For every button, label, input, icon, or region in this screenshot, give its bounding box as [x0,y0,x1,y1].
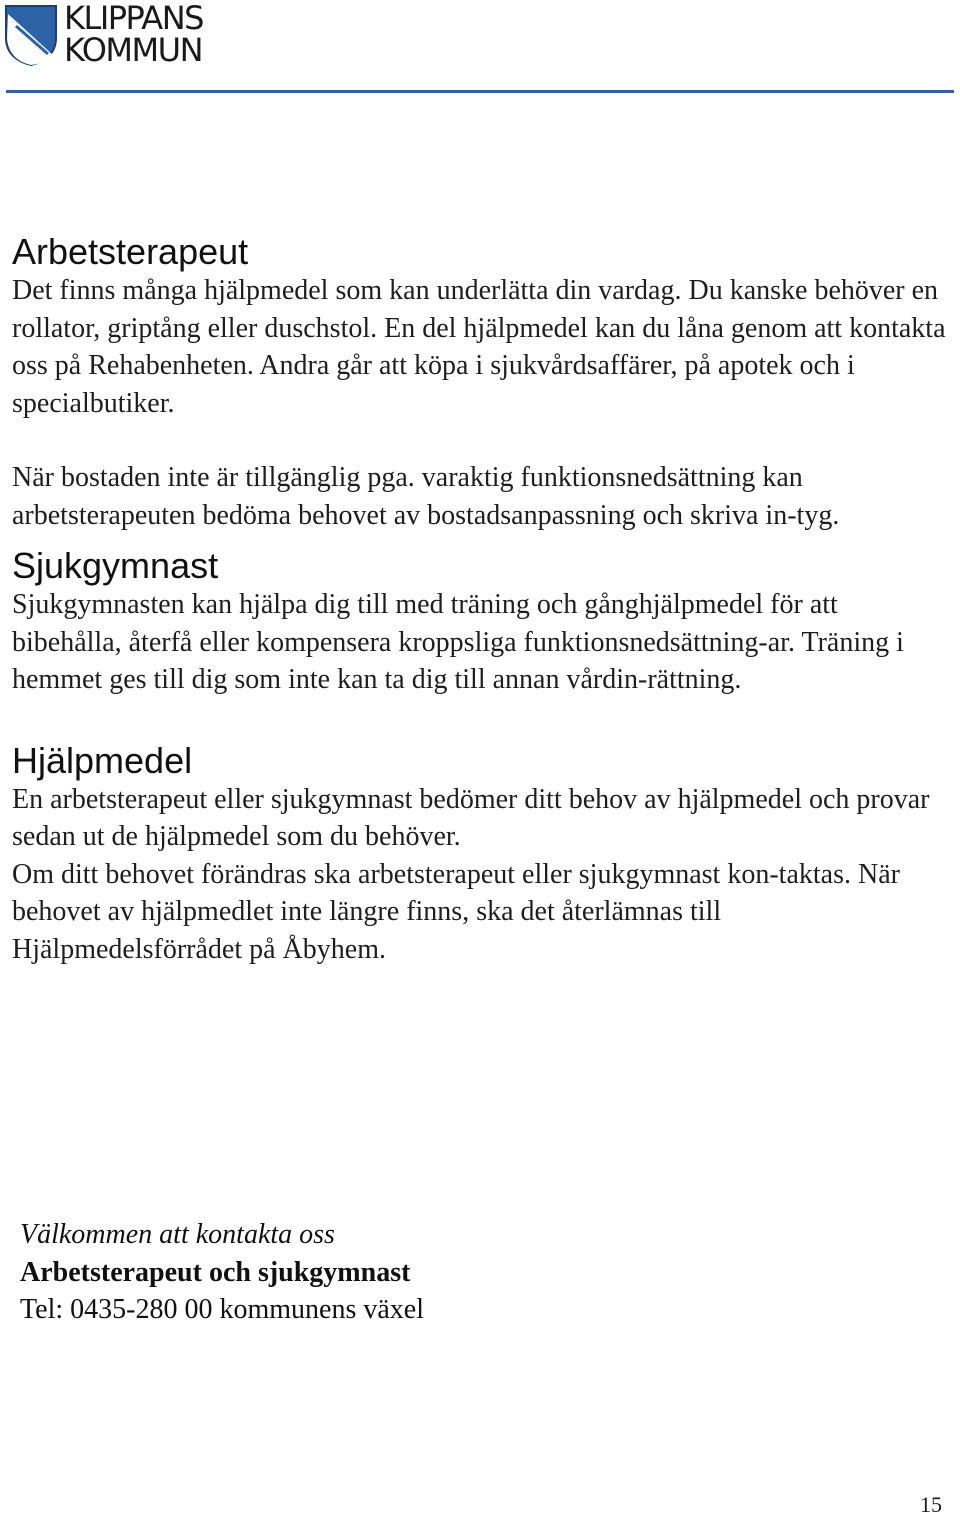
logo-line-1: KLIPPANS [64,0,203,37]
section-sjukgymnast [12,546,948,699]
section-heading: Arbetsterapeut [12,231,249,272]
paragraph: Sjukgymnasten kan hjälpa dig till med träning och gånghjälpmedel för att bibehålla, återfå eller kompensera kroppsliga funktionsnedsättning-ar. Träning i hemmet ges till dig som inte kan ta dig till annan vårdin-rättning. [12,589,904,695]
page-number: 15 [920,1492,942,1517]
section-heading: Sjukgymnast [12,545,219,586]
section-heading: Hjälpmedel [12,739,193,781]
contact-block [20,1216,920,1329]
contact-welcome: Välkommen att kontakta oss [20,1219,335,1250]
page-header [0,0,960,100]
paragraph: När bostaden inte är tillgänglig pga. varaktig funktionsnedsättning kan arbetsterapeuten bedöma behovet av bostadsanpassning och skriva in-tyg. [12,462,840,531]
municipal-crest-icon [4,4,58,66]
contact-title: Arbetsterapeut och sjukgymnast [20,1256,411,1288]
header-divider [6,90,954,93]
section-hjalpmedel [12,741,948,969]
logo-line-2: KOMMUN [64,31,202,69]
paragraph: Om ditt behovet förändras ska arbetsterapeut eller sjukgymnast kon-taktas. När behovet av hjälpmedlet inte längre finns, ska det återlämnas till Hjälpmedelsförrådet på Åbyhem. [12,858,900,965]
contact-phone: Tel: 0435-280 00 kommunens växel [20,1294,424,1325]
paragraph: En arbetsterapeut eller sjukgymnast bedömer ditt behov av hjälpmedel och provar sedan ut de hjälpmedel som du behöver. [12,783,930,852]
municipality-logo-text [64,0,203,69]
main-content [12,232,948,968]
paragraph: Det finns många hjälpmedel som kan underlätta din vardag. Du kanske behöver en rollator, griptång eller duschstol. En del hjälpmedel kan du låna genom att kontakta oss på Rehabenheten. Andra går att köpa i sjukvårdsaffärer, på apotek och i specialbutiker. [12,275,946,419]
section-arbetsterapeut [12,232,948,534]
